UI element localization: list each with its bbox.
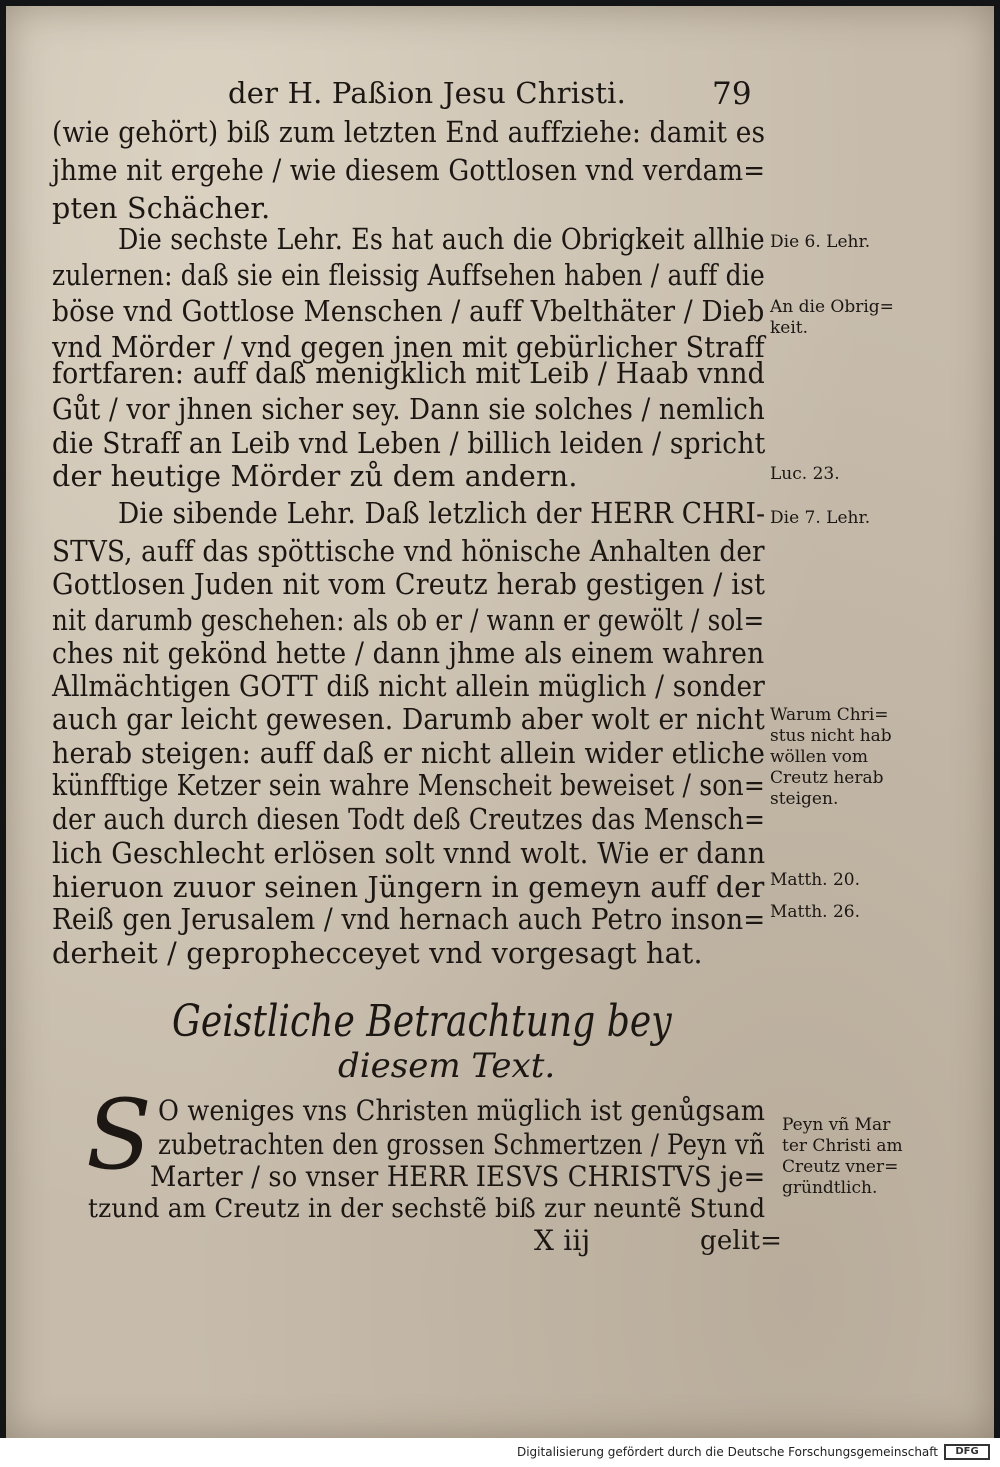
body-line: derheit / geprophecceyet vnd vorgesagt hat. [52, 937, 703, 970]
body-line: Gůt / vor jhnen sicher sey. Dann sie solches / nemlich [52, 393, 765, 426]
body-line: hieruon zuuor seinen Jüngern in gemeyn auff der [52, 871, 765, 904]
margin-note: Peyn vñ Mar ter Christi am Creutz vner= gründtlich. [782, 1115, 903, 1198]
body-line: Reiß gen Jerusalem / vnd hernach auch Petro inson= [52, 903, 766, 936]
body-line: die Straff an Leib vnd Leben / billich leiden / spricht [52, 427, 766, 460]
funding-credit: Digitalisierung gefördert durch die Deutsche Forschungsgemeinschaft [516, 1445, 938, 1459]
section-subheading: diesem Text. [338, 1046, 556, 1086]
dfg-logo: DFG [944, 1444, 990, 1460]
section-line: Marter / so vnser HERR IESVS CHRISTVS je= [150, 1160, 766, 1193]
section-heading: Geistliche Betrachtung bey [172, 996, 672, 1047]
body-line: fortfaren: auff daß menigklich mit Leib / Haab vnnd [52, 357, 765, 390]
body-line: (wie gehört) biß zum letzten End auffziehe: damit es [52, 116, 766, 149]
margin-note: Die 7. Lehr. [770, 508, 871, 528]
body-line: Gottlosen Juden nit vom Creutz herab gestigen / ist [52, 568, 766, 601]
catchword: gelit= [700, 1226, 783, 1256]
body-line: STVS, auff das spöttische vnd hönische Anhalten der [52, 535, 765, 568]
margin-note: Matth. 20. [770, 870, 860, 890]
page-number: 79 [712, 76, 752, 112]
margin-note: Die 6. Lehr. [770, 232, 871, 252]
body-line: ches nit gekönd hette / dann jhme als einem wahren [52, 637, 765, 670]
section-line: zubetrachten den grossen Schmertzen / Peyn vñ [158, 1128, 765, 1161]
body-line: Die sibende Lehr. Daß letzlich der HERR CHRI- [118, 497, 766, 530]
margin-note: An die Obrig= keit. [770, 297, 894, 338]
body-line: Die sechste Lehr. Es hat auch die Obrigkeit allhie [118, 223, 765, 256]
body-line: Allmächtigen GOTT diß nicht allein müglich / sonder [52, 670, 765, 703]
body-line: vnd Mörder / vnd gegen jnen mit gebürlicher Straff [52, 331, 765, 364]
body-line: lich Geschlecht erlösen solt vnnd wolt. Wie er dann [52, 837, 766, 870]
margin-note: Matth. 26. [770, 902, 860, 922]
body-line: nit darumb geschehen: als ob er / wann er gewölt / sol= [52, 604, 765, 637]
signature-mark: X iij [534, 1224, 591, 1257]
body-line: herab steigen: auff daß er nicht allein wider etliche [52, 737, 766, 770]
body-line: jhme nit ergehe / wie diesem Gottlosen vnd verdam= [52, 154, 766, 187]
margin-note: Warum Chri= stus nicht hab wöllen vom Creutz herab steigen. [770, 705, 892, 809]
running-title: der H. Paßion Jesu Christi. [228, 76, 627, 110]
body-line: auch gar leicht gewesen. Darumb aber wolt er nicht [52, 703, 765, 736]
section-line: tzund am Creutz in der sechstẽ biß zur neuntẽ Stund [88, 1194, 766, 1224]
section-line: O weniges vns Christen müglich ist genůgsam [158, 1094, 766, 1127]
drop-cap: S [86, 1079, 152, 1191]
body-line: der heutige Mörder zů dem andern. [52, 460, 578, 493]
body-line: zulernen: daß sie ein fleissig Auffsehen haben / auff die [52, 259, 765, 292]
margin-note: Luc. 23. [770, 464, 840, 484]
body-line: künfftige Ketzer sein wahre Menscheit beweiset / son= [52, 769, 766, 802]
body-line: böse vnd Gottlose Menschen / auff Vbelthäter / Dieb [52, 295, 765, 328]
body-line: der auch durch diesen Todt deß Creutzes das Mensch= [52, 803, 766, 836]
body-line: pten Schächer. [52, 192, 271, 225]
